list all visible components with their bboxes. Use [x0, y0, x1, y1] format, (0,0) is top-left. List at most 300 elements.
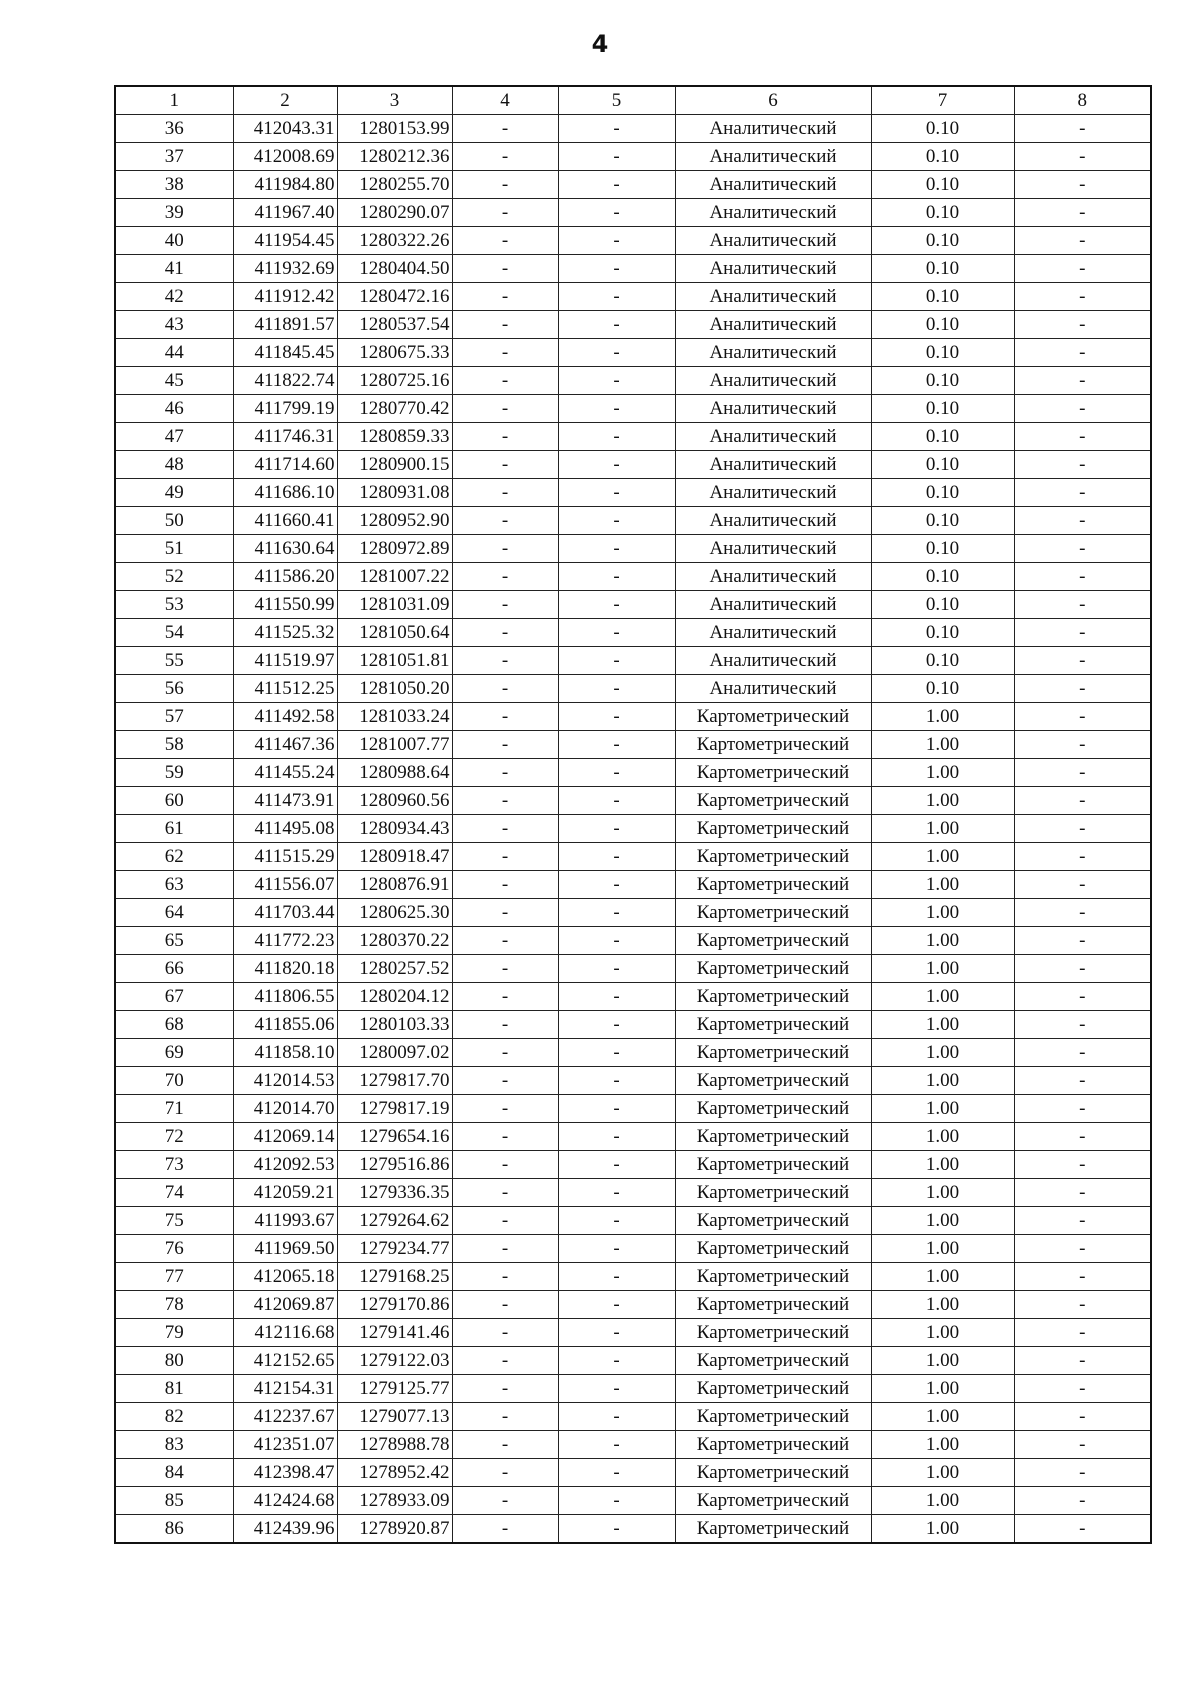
- col5-cell: -: [558, 927, 675, 955]
- point-number-cell: 85: [115, 1487, 233, 1515]
- col4-cell: -: [452, 199, 558, 227]
- point-number-cell: 50: [115, 507, 233, 535]
- table-row: [115, 983, 1151, 1011]
- y-coordinate-cell: 1280770.42: [337, 395, 452, 423]
- col8-cell: -: [1014, 563, 1151, 591]
- x-coordinate-cell: 411993.67: [233, 1207, 337, 1235]
- y-coordinate-cell: 1279264.62: [337, 1207, 452, 1235]
- accuracy-cell: 1.00: [871, 1039, 1014, 1067]
- table-body: [115, 115, 1151, 1544]
- col5-cell: -: [558, 759, 675, 787]
- col8-cell: -: [1014, 227, 1151, 255]
- table-row: [115, 899, 1151, 927]
- method-cell: Картометрический: [675, 1319, 871, 1347]
- table-row: [115, 1263, 1151, 1291]
- col4-cell: -: [452, 507, 558, 535]
- method-cell: Картометрический: [675, 871, 871, 899]
- table-row: [115, 955, 1151, 983]
- table-row: [115, 1095, 1151, 1123]
- point-number-cell: 67: [115, 983, 233, 1011]
- accuracy-cell: 1.00: [871, 843, 1014, 871]
- col5-cell: -: [558, 535, 675, 563]
- accuracy-cell: 0.10: [871, 367, 1014, 395]
- x-coordinate-cell: 412237.67: [233, 1403, 337, 1431]
- point-number-cell: 36: [115, 115, 233, 143]
- col8-cell: -: [1014, 1123, 1151, 1151]
- table-row: [115, 871, 1151, 899]
- x-coordinate-cell: 411519.97: [233, 647, 337, 675]
- method-cell: Картометрический: [675, 1487, 871, 1515]
- point-number-cell: 47: [115, 423, 233, 451]
- col4-cell: -: [452, 171, 558, 199]
- col4-cell: -: [452, 591, 558, 619]
- x-coordinate-cell: 411799.19: [233, 395, 337, 423]
- y-coordinate-cell: 1280675.33: [337, 339, 452, 367]
- col5-cell: -: [558, 1151, 675, 1179]
- point-number-cell: 54: [115, 619, 233, 647]
- column-header: 2: [233, 86, 337, 115]
- method-cell: Картометрический: [675, 955, 871, 983]
- col8-cell: -: [1014, 395, 1151, 423]
- point-number-cell: 73: [115, 1151, 233, 1179]
- x-coordinate-cell: 411822.74: [233, 367, 337, 395]
- method-cell: Аналитический: [675, 367, 871, 395]
- accuracy-cell: 0.10: [871, 115, 1014, 143]
- method-cell: Картометрический: [675, 1095, 871, 1123]
- method-cell: Картометрический: [675, 843, 871, 871]
- method-cell: Картометрический: [675, 731, 871, 759]
- y-coordinate-cell: 1280972.89: [337, 535, 452, 563]
- accuracy-cell: 1.00: [871, 871, 1014, 899]
- point-number-cell: 71: [115, 1095, 233, 1123]
- y-coordinate-cell: 1279122.03: [337, 1347, 452, 1375]
- col5-cell: -: [558, 1347, 675, 1375]
- col8-cell: -: [1014, 731, 1151, 759]
- table-row: [115, 451, 1151, 479]
- accuracy-cell: 1.00: [871, 1207, 1014, 1235]
- point-number-cell: 61: [115, 815, 233, 843]
- col4-cell: -: [452, 1347, 558, 1375]
- col4-cell: -: [452, 563, 558, 591]
- table-row: [115, 1207, 1151, 1235]
- col4-cell: -: [452, 311, 558, 339]
- x-coordinate-cell: 412043.31: [233, 115, 337, 143]
- y-coordinate-cell: 1279516.86: [337, 1151, 452, 1179]
- y-coordinate-cell: 1279654.16: [337, 1123, 452, 1151]
- col8-cell: -: [1014, 675, 1151, 703]
- accuracy-cell: 0.10: [871, 675, 1014, 703]
- x-coordinate-cell: 411515.29: [233, 843, 337, 871]
- col5-cell: -: [558, 311, 675, 339]
- col4-cell: -: [452, 1207, 558, 1235]
- table-row: [115, 311, 1151, 339]
- accuracy-cell: 1.00: [871, 1515, 1014, 1544]
- accuracy-cell: 1.00: [871, 759, 1014, 787]
- accuracy-cell: 0.10: [871, 507, 1014, 535]
- col4-cell: -: [452, 1039, 558, 1067]
- col5-cell: -: [558, 395, 675, 423]
- accuracy-cell: 1.00: [871, 787, 1014, 815]
- col4-cell: -: [452, 759, 558, 787]
- col5-cell: -: [558, 1207, 675, 1235]
- table-row: [115, 1039, 1151, 1067]
- col4-cell: -: [452, 1067, 558, 1095]
- method-cell: Аналитический: [675, 143, 871, 171]
- point-number-cell: 79: [115, 1319, 233, 1347]
- accuracy-cell: 0.10: [871, 227, 1014, 255]
- x-coordinate-cell: 411714.60: [233, 451, 337, 479]
- col4-cell: -: [452, 955, 558, 983]
- col5-cell: -: [558, 1235, 675, 1263]
- col8-cell: -: [1014, 1067, 1151, 1095]
- x-coordinate-cell: 411891.57: [233, 311, 337, 339]
- col5-cell: -: [558, 1515, 675, 1544]
- col8-cell: -: [1014, 255, 1151, 283]
- method-cell: Аналитический: [675, 171, 871, 199]
- point-number-cell: 62: [115, 843, 233, 871]
- col4-cell: -: [452, 395, 558, 423]
- accuracy-cell: 1.00: [871, 1319, 1014, 1347]
- method-cell: Картометрический: [675, 1039, 871, 1067]
- table-row: [115, 815, 1151, 843]
- method-cell: Картометрический: [675, 759, 871, 787]
- col8-cell: -: [1014, 479, 1151, 507]
- x-coordinate-cell: 412069.87: [233, 1291, 337, 1319]
- col8-cell: -: [1014, 815, 1151, 843]
- column-header: 6: [675, 86, 871, 115]
- table-row: [115, 647, 1151, 675]
- point-number-cell: 58: [115, 731, 233, 759]
- point-number-cell: 60: [115, 787, 233, 815]
- y-coordinate-cell: 1280204.12: [337, 983, 452, 1011]
- accuracy-cell: 0.10: [871, 619, 1014, 647]
- col8-cell: -: [1014, 1403, 1151, 1431]
- y-coordinate-cell: 1281050.20: [337, 675, 452, 703]
- col8-cell: -: [1014, 311, 1151, 339]
- method-cell: Картометрический: [675, 1375, 871, 1403]
- y-coordinate-cell: 1280097.02: [337, 1039, 452, 1067]
- method-cell: Аналитический: [675, 535, 871, 563]
- col8-cell: -: [1014, 1263, 1151, 1291]
- col5-cell: -: [558, 1459, 675, 1487]
- point-number-cell: 56: [115, 675, 233, 703]
- y-coordinate-cell: 1280290.07: [337, 199, 452, 227]
- col8-cell: -: [1014, 1291, 1151, 1319]
- point-number-cell: 57: [115, 703, 233, 731]
- table-row: [115, 339, 1151, 367]
- table-row: [115, 1515, 1151, 1544]
- point-number-cell: 42: [115, 283, 233, 311]
- accuracy-cell: 0.10: [871, 171, 1014, 199]
- col5-cell: -: [558, 647, 675, 675]
- col8-cell: -: [1014, 451, 1151, 479]
- col4-cell: -: [452, 423, 558, 451]
- y-coordinate-cell: 1280900.15: [337, 451, 452, 479]
- table-row: [115, 1459, 1151, 1487]
- x-coordinate-cell: 412154.31: [233, 1375, 337, 1403]
- accuracy-cell: 1.00: [871, 1235, 1014, 1263]
- point-number-cell: 63: [115, 871, 233, 899]
- col4-cell: -: [452, 843, 558, 871]
- col8-cell: -: [1014, 507, 1151, 535]
- col4-cell: -: [452, 367, 558, 395]
- method-cell: Картометрический: [675, 1459, 871, 1487]
- table-row: [115, 1067, 1151, 1095]
- col5-cell: -: [558, 619, 675, 647]
- method-cell: Аналитический: [675, 619, 871, 647]
- col4-cell: -: [452, 675, 558, 703]
- accuracy-cell: 1.00: [871, 1095, 1014, 1123]
- table-row: [115, 1235, 1151, 1263]
- method-cell: Аналитический: [675, 311, 871, 339]
- accuracy-cell: 1.00: [871, 703, 1014, 731]
- point-number-cell: 74: [115, 1179, 233, 1207]
- point-number-cell: 44: [115, 339, 233, 367]
- col4-cell: -: [452, 1375, 558, 1403]
- point-number-cell: 55: [115, 647, 233, 675]
- x-coordinate-cell: 412116.68: [233, 1319, 337, 1347]
- table-row: [115, 675, 1151, 703]
- accuracy-cell: 1.00: [871, 983, 1014, 1011]
- accuracy-cell: 0.10: [871, 283, 1014, 311]
- col5-cell: -: [558, 367, 675, 395]
- table-row: [115, 1319, 1151, 1347]
- y-coordinate-cell: 1280918.47: [337, 843, 452, 871]
- table-row: [115, 171, 1151, 199]
- y-coordinate-cell: 1280153.99: [337, 115, 452, 143]
- y-coordinate-cell: 1280370.22: [337, 927, 452, 955]
- accuracy-cell: 1.00: [871, 1403, 1014, 1431]
- column-header: 3: [337, 86, 452, 115]
- x-coordinate-cell: 412014.53: [233, 1067, 337, 1095]
- col5-cell: -: [558, 115, 675, 143]
- col8-cell: -: [1014, 1179, 1151, 1207]
- col8-cell: -: [1014, 1319, 1151, 1347]
- table-row: [115, 1291, 1151, 1319]
- coordinates-table: [114, 85, 1152, 1544]
- x-coordinate-cell: 411492.58: [233, 703, 337, 731]
- point-number-cell: 59: [115, 759, 233, 787]
- x-coordinate-cell: 411556.07: [233, 871, 337, 899]
- table-row: [115, 787, 1151, 815]
- y-coordinate-cell: 1279077.13: [337, 1403, 452, 1431]
- accuracy-cell: 1.00: [871, 1123, 1014, 1151]
- x-coordinate-cell: 412398.47: [233, 1459, 337, 1487]
- accuracy-cell: 1.00: [871, 731, 1014, 759]
- col8-cell: -: [1014, 199, 1151, 227]
- x-coordinate-cell: 412065.18: [233, 1263, 337, 1291]
- method-cell: Аналитический: [675, 115, 871, 143]
- accuracy-cell: 0.10: [871, 395, 1014, 423]
- y-coordinate-cell: 1279336.35: [337, 1179, 452, 1207]
- table-row: [115, 563, 1151, 591]
- y-coordinate-cell: 1280725.16: [337, 367, 452, 395]
- col4-cell: -: [452, 1319, 558, 1347]
- col8-cell: -: [1014, 927, 1151, 955]
- x-coordinate-cell: 411660.41: [233, 507, 337, 535]
- point-number-cell: 80: [115, 1347, 233, 1375]
- column-header: 7: [871, 86, 1014, 115]
- point-number-cell: 68: [115, 1011, 233, 1039]
- table-row: [115, 227, 1151, 255]
- point-number-cell: 41: [115, 255, 233, 283]
- accuracy-cell: 0.10: [871, 451, 1014, 479]
- table-row: [115, 199, 1151, 227]
- col4-cell: -: [452, 927, 558, 955]
- col5-cell: -: [558, 983, 675, 1011]
- col5-cell: -: [558, 899, 675, 927]
- col5-cell: -: [558, 843, 675, 871]
- accuracy-cell: 1.00: [871, 815, 1014, 843]
- column-header: 1: [115, 86, 233, 115]
- point-number-cell: 37: [115, 143, 233, 171]
- point-number-cell: 81: [115, 1375, 233, 1403]
- method-cell: Аналитический: [675, 227, 871, 255]
- col5-cell: -: [558, 871, 675, 899]
- point-number-cell: 40: [115, 227, 233, 255]
- column-header: 5: [558, 86, 675, 115]
- col5-cell: -: [558, 1431, 675, 1459]
- accuracy-cell: 0.10: [871, 339, 1014, 367]
- y-coordinate-cell: 1280212.36: [337, 143, 452, 171]
- col4-cell: -: [452, 647, 558, 675]
- method-cell: Аналитический: [675, 255, 871, 283]
- x-coordinate-cell: 411954.45: [233, 227, 337, 255]
- col8-cell: -: [1014, 339, 1151, 367]
- col5-cell: -: [558, 1263, 675, 1291]
- x-coordinate-cell: 411967.40: [233, 199, 337, 227]
- y-coordinate-cell: 1281050.64: [337, 619, 452, 647]
- method-cell: Картометрический: [675, 787, 871, 815]
- accuracy-cell: 0.10: [871, 647, 1014, 675]
- accuracy-cell: 0.10: [871, 143, 1014, 171]
- point-number-cell: 66: [115, 955, 233, 983]
- point-number-cell: 72: [115, 1123, 233, 1151]
- point-number-cell: 51: [115, 535, 233, 563]
- y-coordinate-cell: 1279817.70: [337, 1067, 452, 1095]
- y-coordinate-cell: 1280988.64: [337, 759, 452, 787]
- accuracy-cell: 1.00: [871, 1375, 1014, 1403]
- x-coordinate-cell: 411932.69: [233, 255, 337, 283]
- accuracy-cell: 0.10: [871, 199, 1014, 227]
- col8-cell: -: [1014, 1095, 1151, 1123]
- table-row: [115, 1375, 1151, 1403]
- col8-cell: -: [1014, 1235, 1151, 1263]
- col5-cell: -: [558, 339, 675, 367]
- table-row: [115, 535, 1151, 563]
- col4-cell: -: [452, 1123, 558, 1151]
- table-row: [115, 1011, 1151, 1039]
- y-coordinate-cell: 1279141.46: [337, 1319, 452, 1347]
- col8-cell: -: [1014, 591, 1151, 619]
- accuracy-cell: 0.10: [871, 563, 1014, 591]
- method-cell: Картометрический: [675, 1263, 871, 1291]
- col8-cell: -: [1014, 899, 1151, 927]
- point-number-cell: 39: [115, 199, 233, 227]
- col8-cell: -: [1014, 1011, 1151, 1039]
- col5-cell: -: [558, 591, 675, 619]
- col8-cell: -: [1014, 983, 1151, 1011]
- point-number-cell: 46: [115, 395, 233, 423]
- accuracy-cell: 1.00: [871, 1459, 1014, 1487]
- y-coordinate-cell: 1278952.42: [337, 1459, 452, 1487]
- accuracy-cell: 0.10: [871, 591, 1014, 619]
- col4-cell: -: [452, 787, 558, 815]
- y-coordinate-cell: 1280625.30: [337, 899, 452, 927]
- x-coordinate-cell: 411586.20: [233, 563, 337, 591]
- method-cell: Картометрический: [675, 1207, 871, 1235]
- x-coordinate-cell: 411525.32: [233, 619, 337, 647]
- point-number-cell: 43: [115, 311, 233, 339]
- x-coordinate-cell: 411630.64: [233, 535, 337, 563]
- column-header: 8: [1014, 86, 1151, 115]
- y-coordinate-cell: 1280931.08: [337, 479, 452, 507]
- method-cell: Картометрический: [675, 1291, 871, 1319]
- col4-cell: -: [452, 815, 558, 843]
- col8-cell: -: [1014, 1207, 1151, 1235]
- col8-cell: -: [1014, 1515, 1151, 1544]
- point-number-cell: 45: [115, 367, 233, 395]
- y-coordinate-cell: 1278988.78: [337, 1431, 452, 1459]
- x-coordinate-cell: 412092.53: [233, 1151, 337, 1179]
- col8-cell: -: [1014, 619, 1151, 647]
- method-cell: Картометрический: [675, 1431, 871, 1459]
- x-coordinate-cell: 411495.08: [233, 815, 337, 843]
- col5-cell: -: [558, 1319, 675, 1347]
- method-cell: Аналитический: [675, 507, 871, 535]
- col5-cell: -: [558, 815, 675, 843]
- point-number-cell: 76: [115, 1235, 233, 1263]
- point-number-cell: 69: [115, 1039, 233, 1067]
- method-cell: Картометрический: [675, 1403, 871, 1431]
- y-coordinate-cell: 1281007.22: [337, 563, 452, 591]
- y-coordinate-cell: 1278933.09: [337, 1487, 452, 1515]
- col5-cell: -: [558, 507, 675, 535]
- method-cell: Аналитический: [675, 395, 871, 423]
- col8-cell: -: [1014, 759, 1151, 787]
- x-coordinate-cell: 412014.70: [233, 1095, 337, 1123]
- column-header: 4: [452, 86, 558, 115]
- col8-cell: -: [1014, 143, 1151, 171]
- col4-cell: -: [452, 255, 558, 283]
- col5-cell: -: [558, 955, 675, 983]
- col4-cell: -: [452, 1011, 558, 1039]
- col4-cell: -: [452, 983, 558, 1011]
- col4-cell: -: [452, 143, 558, 171]
- accuracy-cell: 1.00: [871, 1263, 1014, 1291]
- col4-cell: -: [452, 1263, 558, 1291]
- accuracy-cell: 1.00: [871, 1151, 1014, 1179]
- y-coordinate-cell: 1280876.91: [337, 871, 452, 899]
- point-number-cell: 82: [115, 1403, 233, 1431]
- y-coordinate-cell: 1279234.77: [337, 1235, 452, 1263]
- col8-cell: -: [1014, 1487, 1151, 1515]
- table-row: [115, 479, 1151, 507]
- method-cell: Картометрический: [675, 1179, 871, 1207]
- x-coordinate-cell: 411746.31: [233, 423, 337, 451]
- y-coordinate-cell: 1279817.19: [337, 1095, 452, 1123]
- x-coordinate-cell: 411467.36: [233, 731, 337, 759]
- point-number-cell: 48: [115, 451, 233, 479]
- table-row: [115, 1431, 1151, 1459]
- col4-cell: -: [452, 1515, 558, 1544]
- y-coordinate-cell: 1280322.26: [337, 227, 452, 255]
- col8-cell: -: [1014, 647, 1151, 675]
- col8-cell: -: [1014, 1039, 1151, 1067]
- col8-cell: -: [1014, 1459, 1151, 1487]
- accuracy-cell: 1.00: [871, 1347, 1014, 1375]
- col4-cell: -: [452, 227, 558, 255]
